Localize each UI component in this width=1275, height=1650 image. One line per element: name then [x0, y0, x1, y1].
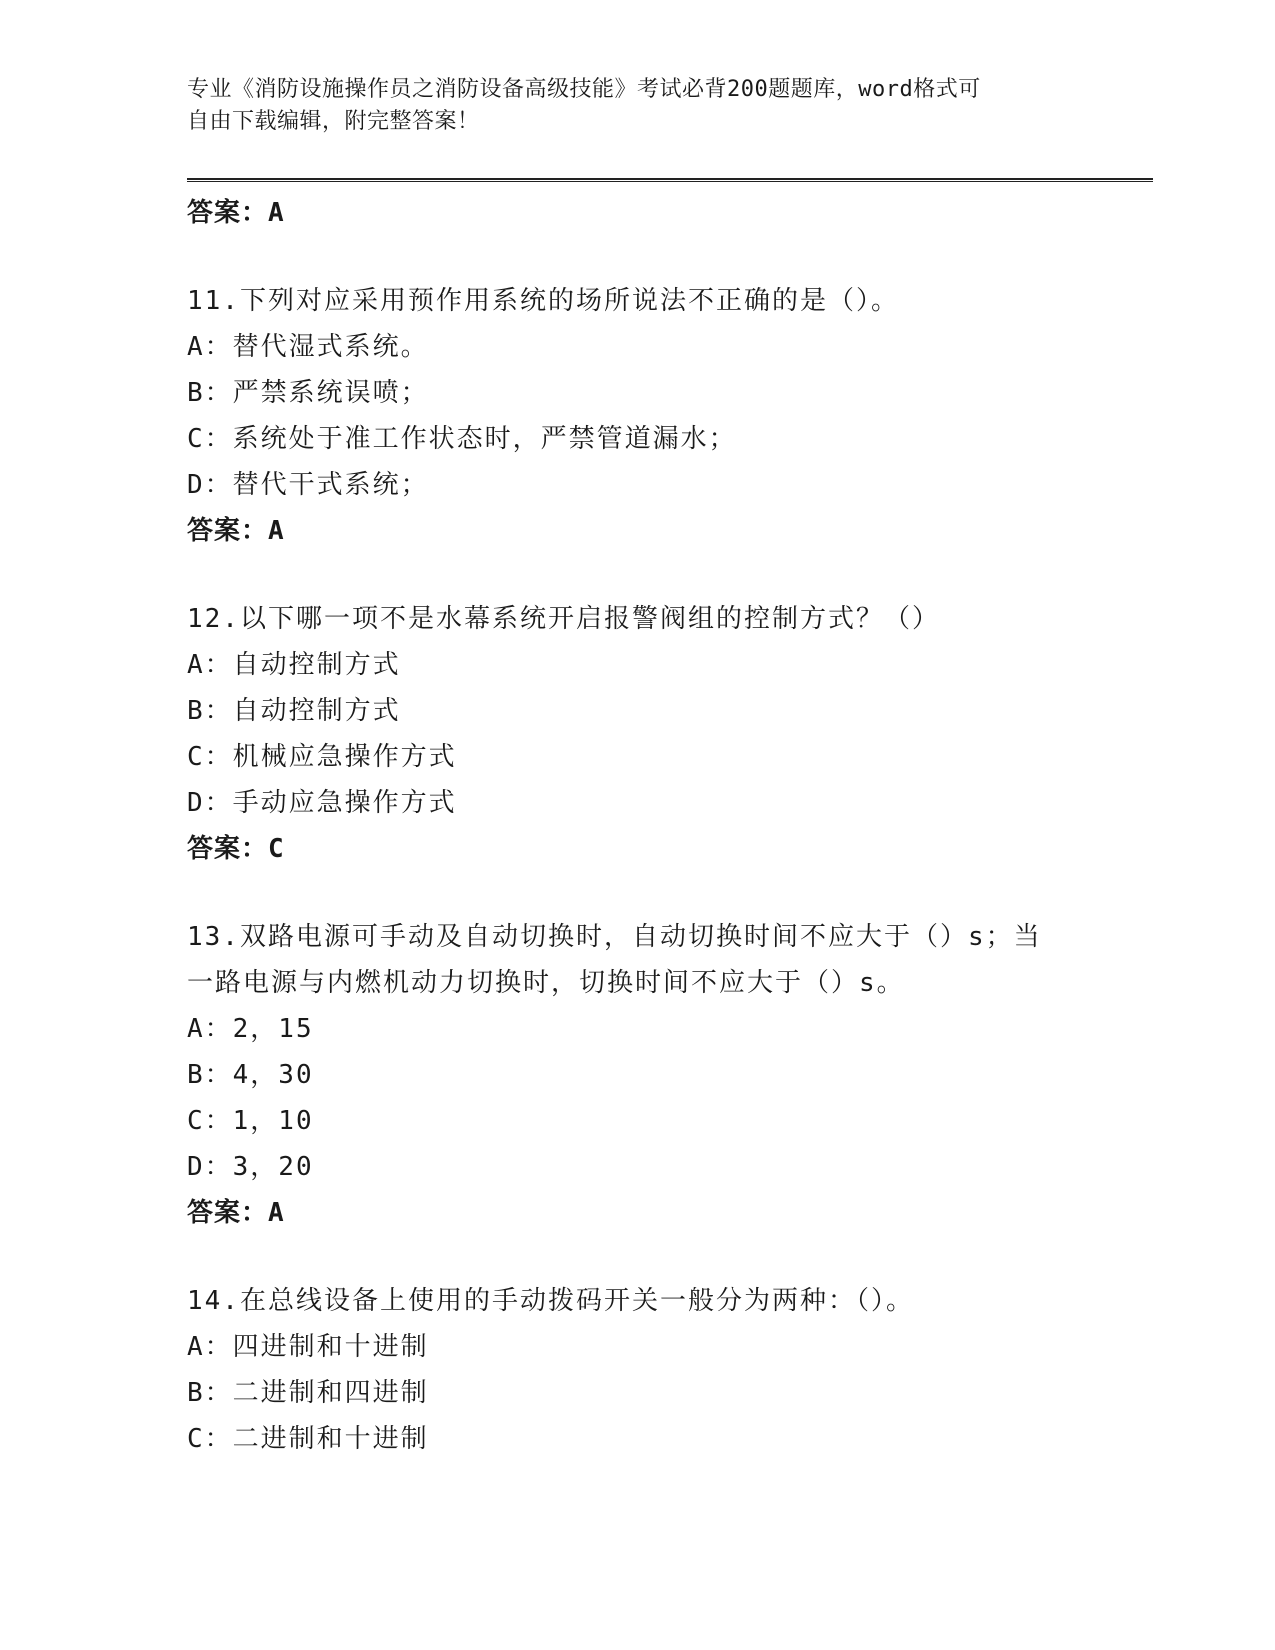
- question-14: [187, 1278, 1087, 1462]
- option-c: C：1，10: [187, 1106, 314, 1136]
- option-b: B：严禁系统误喷；: [187, 378, 429, 408]
- question-11: [187, 278, 1087, 554]
- option-b: B：4，30: [187, 1060, 314, 1090]
- option-c: C：机械应急操作方式: [187, 742, 457, 772]
- question-stem: 11.下列对应采用预作用系统的场所说法不正确的是（）。: [187, 286, 899, 316]
- option-a: A：自动控制方式: [187, 650, 401, 680]
- spacer: [187, 872, 1087, 914]
- answer-line: [187, 1190, 1087, 1236]
- answer-label: 答案：: [187, 198, 269, 228]
- answer-value: A: [268, 1198, 285, 1228]
- answer-line: [187, 508, 1087, 554]
- header-line-1: 专业《消防设施操作员之消防设备高级技能》考试必背200题题库，word格式可: [187, 77, 981, 102]
- answer-label: 答案：: [187, 834, 269, 864]
- spacer: [187, 554, 1087, 596]
- header-line-2: 自由下载编辑，附完整答案！: [187, 109, 480, 134]
- option-b: B：自动控制方式: [187, 696, 401, 726]
- option-b: B：二进制和四进制: [187, 1378, 429, 1408]
- option-a: A：替代湿式系统。: [187, 332, 429, 362]
- answer-value: A: [268, 198, 285, 228]
- question-stem: 14.在总线设备上使用的手动拨码开关一般分为两种：（）。: [187, 1286, 914, 1316]
- spacer: [187, 236, 1087, 278]
- page-header: [187, 74, 1067, 138]
- option-a: A：2，15: [187, 1014, 314, 1044]
- answer-value: A: [268, 516, 285, 546]
- question-13: [187, 914, 1087, 1236]
- question-stem: 13.双路电源可手动及自动切换时，自动切换时间不应大于（）s；当: [187, 922, 1042, 952]
- option-d: D：手动应急操作方式: [187, 788, 457, 818]
- option-d: D：3，20: [187, 1152, 314, 1182]
- option-c: C：系统处于准工作状态时，严禁管道漏水；: [187, 424, 737, 454]
- option-c: C：二进制和十进制: [187, 1424, 429, 1454]
- answer-value: C: [268, 834, 285, 864]
- question-12: [187, 596, 1087, 872]
- spacer: [187, 1236, 1087, 1278]
- question-list: [187, 190, 1087, 1462]
- answer-label: 答案：: [187, 516, 269, 546]
- question-stem-continued: 一路电源与内燃机动力切换时，切换时间不应大于（）s。: [187, 968, 905, 998]
- header-divider: [187, 178, 1153, 182]
- question-stem: 12.以下哪一项不是水幕系统开启报警阀组的控制方式？（）: [187, 604, 940, 634]
- option-d: D：替代干式系统；: [187, 470, 429, 500]
- answer-label: 答案：: [187, 1198, 269, 1228]
- option-a: A：四进制和十进制: [187, 1332, 429, 1362]
- answer-line: [187, 826, 1087, 872]
- answer-line: [187, 190, 1087, 236]
